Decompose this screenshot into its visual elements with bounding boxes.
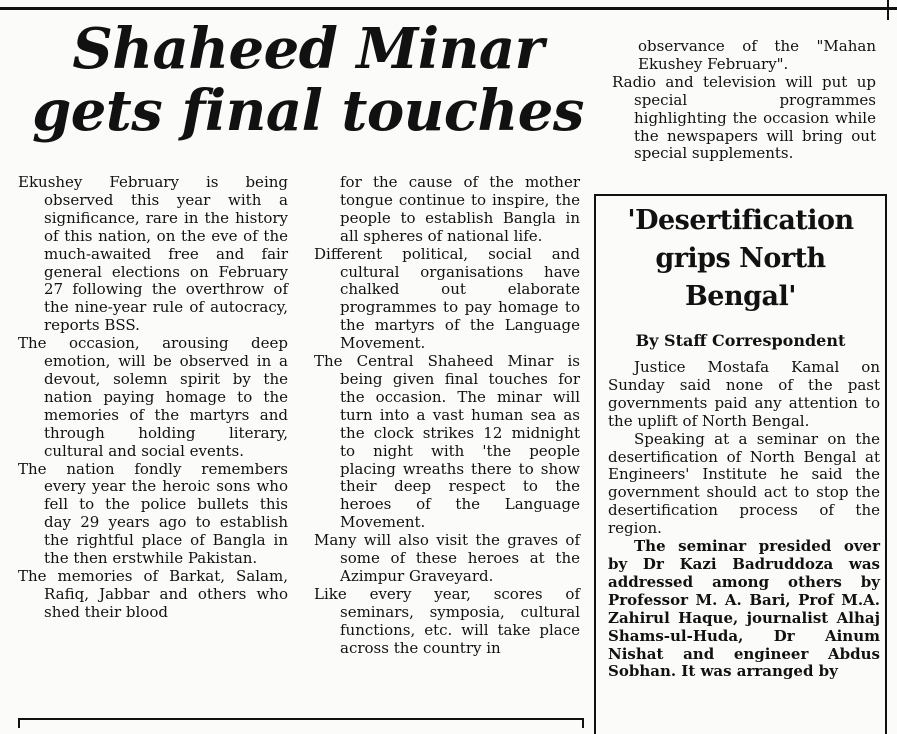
paragraph: The Central Shaheed Minar is being given final touches for the occasion. The minar will turn into a vast human sea as the clock strikes 12 midnight to night with 'the people placing wreaths there to show their deep respect to the heroes of the Language Movement. [314, 352, 580, 532]
paragraph: Radio and television will put up special programmes highlighting the occasion while the newspapers will bring out special supplements. [612, 72, 876, 163]
paragraph: The seminar presided over by Dr Kazi Badruddoza was addressed among others by Professor M. A. Bari, Prof M.A. Zahirul Haque, journalist Alhaj Shams-ul-Huda, Dr Ainum Nishat and engineer Abdus Sobhan. It was arranged by [608, 537, 880, 681]
byline: By Staff Correspondent [635, 331, 846, 350]
column-rule-right [887, 0, 889, 20]
article-column-2 [314, 174, 580, 657]
paragraph: The nation fondly remembers every year the heroic sons who fell to the police bullets this day 29 years ago to establish the rightful place of Bangla in the then erstwhile Pakistan. [18, 459, 288, 568]
article-column-1 [18, 174, 288, 622]
paragraph: Ekushey February is being observed this year with a significance, rare in the history of this nation, on the eve of the much-awaited free and fair general elections on February 27 following the overthrow of the nine-year rule of autocracy, reports BSS. [18, 173, 288, 335]
paragraph: Many will also visit the graves of some of these heroes at the Azimpur Graveyard. [314, 531, 580, 585]
headline-line-2: gets final touches [32, 78, 584, 144]
paragraph: Different political, social and cultural organisations have chalked out elaborate programmes to pay homage to the martyrs of the Language Movement. [314, 244, 580, 353]
paragraph: Justice Mostafa Kamal on Sunday said none of the past governments paid any attention to the uplift of North Bengal. [608, 358, 880, 430]
paragraph: The memories of Barkat, Salam, Rafiq, Jabbar and others who shed their blood [18, 566, 288, 621]
paragraph: Speaking at a seminar on the desertification of North Bengal at Engineers' Institute he said the government should act to stop the desertification process of the region. [608, 429, 880, 538]
top-rule [0, 0, 897, 10]
paragraph: observance of the "Mahan Ekushey February". [638, 37, 876, 73]
main-headline [28, 18, 588, 142]
paragraph: for the cause of the mother tongue continue to inspire, the people to establish Bangla in all spheres of national life. [340, 173, 580, 245]
paragraph: Like every year, scores of seminars, symposia, cultural functions, etc. will take place across the country in [314, 584, 580, 657]
bottom-box-edge [18, 718, 584, 728]
paragraph: The occasion, arousing deep emotion, will be observed in a devout, solemn spirit by the nation paying homage to the memories of the martyrs and through holding literary, cultural and social events. [18, 334, 288, 460]
headline-line-1: Shaheed Minar [72, 16, 544, 82]
article-column-3 [612, 38, 876, 163]
story-headline: 'Desertification grips North Bengal' [627, 205, 854, 312]
story-body [608, 359, 880, 681]
